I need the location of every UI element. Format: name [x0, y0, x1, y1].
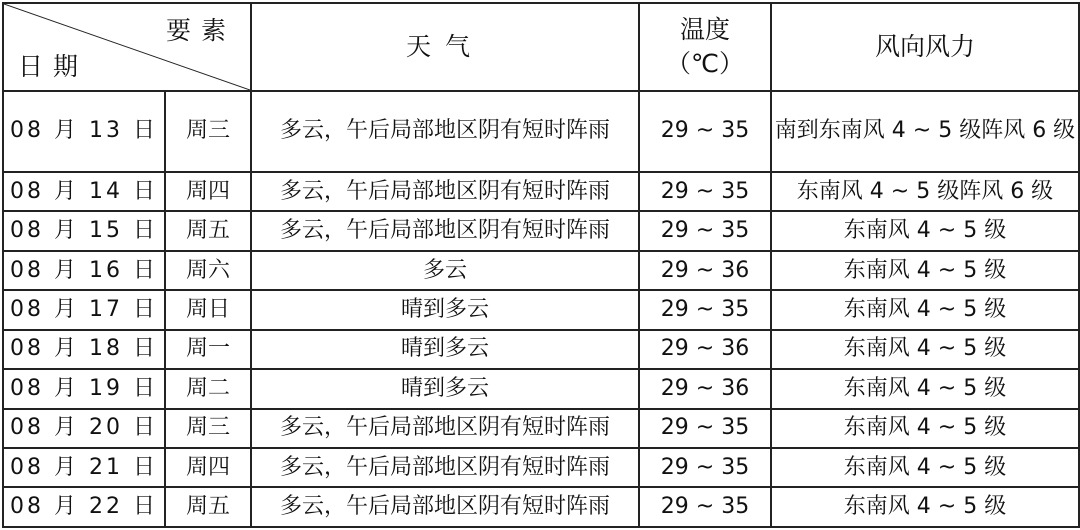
weather-cell: 多云，午后局部地区阴有短时阵雨: [251, 172, 639, 211]
wind-header: 风向风力: [771, 3, 1079, 91]
wind-cell: 东南风 4 ~ 5 级: [771, 211, 1079, 250]
date-cell: 08 月 18 日: [3, 330, 165, 369]
table-row: [3, 487, 1079, 527]
temperature-cell: 29 ~ 35: [639, 91, 771, 172]
weather-cell: 多云: [251, 251, 639, 290]
temperature-cell: 29 ~ 35: [639, 448, 771, 487]
header-row: [3, 3, 1079, 91]
table-row: [3, 448, 1079, 487]
table-row: [3, 172, 1079, 211]
weekday-cell: 周日: [165, 290, 251, 329]
table-row: [3, 330, 1079, 369]
temperature-header-label: 温度: [679, 15, 730, 44]
wind-cell: 东南风 4 ~ 5 级: [771, 330, 1079, 369]
table-row: [3, 91, 1079, 172]
temperature-cell: 29 ~ 36: [639, 330, 771, 369]
temperature-cell: 29 ~ 35: [639, 172, 771, 211]
temperature-cell: 29 ~ 36: [639, 369, 771, 408]
weekday-cell: 周二: [165, 369, 251, 408]
table-row: [3, 290, 1079, 329]
date-cell: 08 月 16 日: [3, 251, 165, 290]
date-cell: 08 月 19 日: [3, 369, 165, 408]
forecast-rows: [3, 91, 1079, 527]
date-cell: 08 月 14 日: [3, 172, 165, 211]
weekday-cell: 周六: [165, 251, 251, 290]
weather-cell: 晴到多云: [251, 330, 639, 369]
weather-cell: 多云，午后局部地区阴有短时阵雨: [251, 91, 639, 172]
wind-cell: 东南风 4 ~ 5 级阵风 6 级: [771, 172, 1079, 211]
elements-label: 要素: [165, 16, 236, 45]
date-cell: 08 月 17 日: [3, 290, 165, 329]
weekday-cell: 周四: [165, 448, 251, 487]
diagonal-header-cell: [3, 3, 251, 91]
date-cell: 08 月 15 日: [3, 211, 165, 250]
weather-header: 天气: [251, 3, 639, 91]
date-cell: 08 月 13 日: [3, 91, 165, 172]
weather-cell: 晴到多云: [251, 369, 639, 408]
table-row: [3, 211, 1079, 250]
wind-cell: 东南风 4 ~ 5 级: [771, 487, 1079, 527]
temperature-header: [639, 3, 771, 91]
table-row: [3, 409, 1079, 448]
weekday-cell: 周三: [165, 409, 251, 448]
date-cell: 08 月 21 日: [3, 448, 165, 487]
weekday-cell: 周四: [165, 172, 251, 211]
date-cell: 08 月 22 日: [3, 487, 165, 527]
temperature-cell: 29 ~ 35: [639, 290, 771, 329]
temperature-cell: 29 ~ 35: [639, 211, 771, 250]
table-row: [3, 369, 1079, 408]
weather-cell: 多云，午后局部地区阴有短时阵雨: [251, 409, 639, 448]
table-row: [3, 251, 1079, 290]
temperature-cell: 29 ~ 36: [639, 251, 771, 290]
wind-cell: 南到东南风 4 ~ 5 级阵风 6 级: [771, 91, 1079, 172]
weekday-cell: 周一: [165, 330, 251, 369]
temperature-cell: 29 ~ 35: [639, 487, 771, 527]
temperature-header-unit: （℃）: [665, 49, 745, 78]
wind-cell: 东南风 4 ~ 5 级: [771, 290, 1079, 329]
weekday-cell: 周五: [165, 211, 251, 250]
weather-forecast-table: [2, 2, 1080, 528]
wind-cell: 东南风 4 ~ 5 级: [771, 409, 1079, 448]
weather-cell: 晴到多云: [251, 290, 639, 329]
weather-cell: 多云，午后局部地区阴有短时阵雨: [251, 448, 639, 487]
wind-cell: 东南风 4 ~ 5 级: [771, 448, 1079, 487]
wind-cell: 东南风 4 ~ 5 级: [771, 369, 1079, 408]
weekday-cell: 周三: [165, 91, 251, 172]
temperature-cell: 29 ~ 35: [639, 409, 771, 448]
weather-cell: 多云，午后局部地区阴有短时阵雨: [251, 211, 639, 250]
weekday-cell: 周五: [165, 487, 251, 527]
weather-cell: 多云，午后局部地区阴有短时阵雨: [251, 487, 639, 527]
wind-cell: 东南风 4 ~ 5 级: [771, 251, 1079, 290]
date-label: 日期: [18, 52, 89, 81]
date-cell: 08 月 20 日: [3, 409, 165, 448]
